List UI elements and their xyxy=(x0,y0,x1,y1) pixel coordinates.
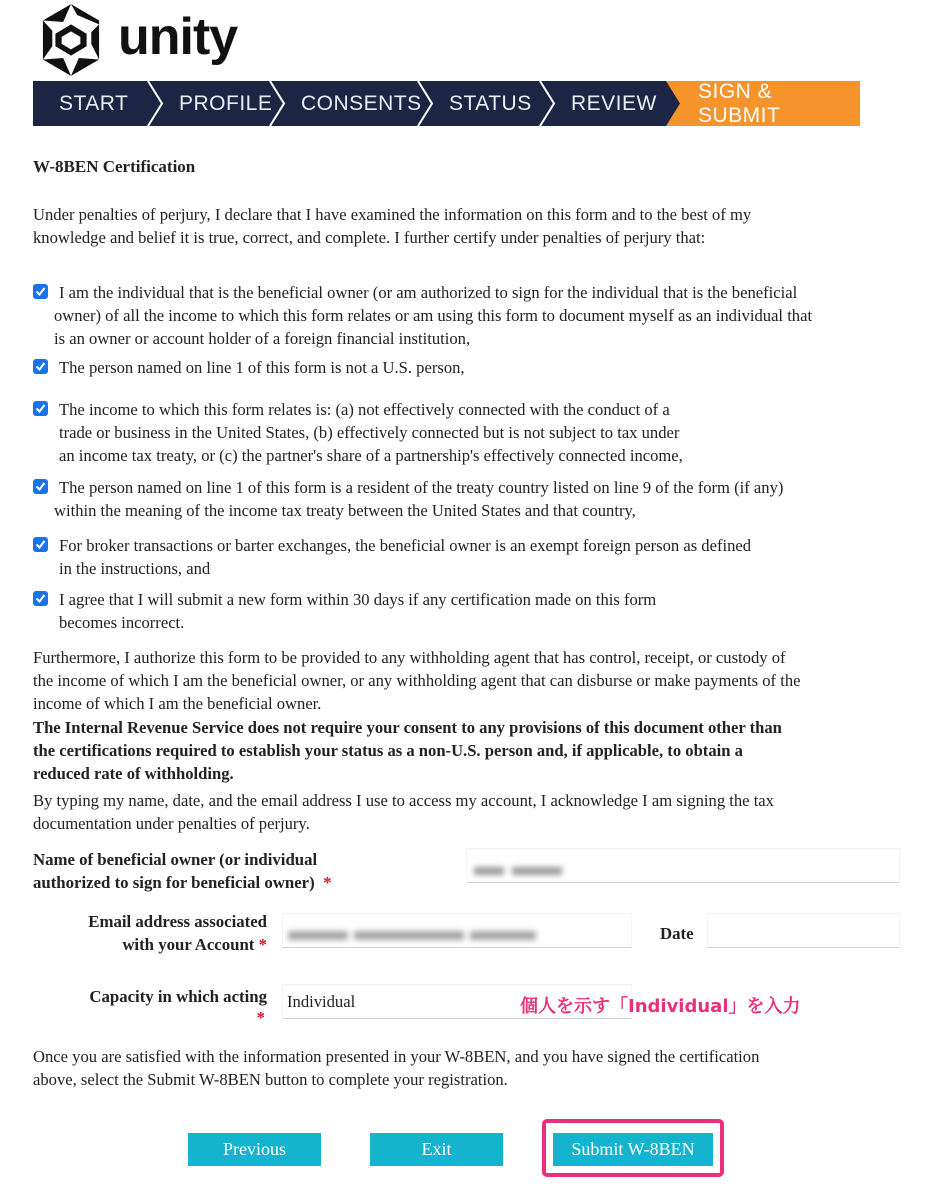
checkbox-checked[interactable] xyxy=(33,537,48,552)
step-arrow-icon xyxy=(666,81,682,126)
email-label xyxy=(33,910,267,956)
checkmark-icon xyxy=(35,286,46,297)
irs-notice xyxy=(33,716,923,785)
step-label: START xyxy=(59,91,129,115)
intro-paragraph xyxy=(33,203,923,249)
required-mark: * xyxy=(258,935,267,954)
checkbox-checked[interactable] xyxy=(33,359,48,374)
step-start[interactable] xyxy=(33,81,153,126)
chevron-right-icon xyxy=(415,81,437,126)
certification-line: I am the individual that is the beneficial owner (or am authorized to sign for the individual that is the beneficial xyxy=(59,283,798,302)
certification-line: For broker transactions or barter exchanges, the beneficial owner is an exempt foreign person as defined xyxy=(59,536,752,555)
checkbox-checked[interactable] xyxy=(33,479,48,494)
brand-name: unity xyxy=(118,8,238,66)
certification-line: an income tax treaty, or (c) the partner's share of a partnership's effectively connected income, xyxy=(59,446,683,465)
checkmark-icon xyxy=(35,593,46,604)
irs-notice-line: The Internal Revenue Service does not require your consent to any provisions of this document other than xyxy=(33,718,782,737)
checkmark-icon xyxy=(35,481,46,492)
closing-line: Once you are satisfied with the information presented in your W-8BEN, and you have signed the certification xyxy=(33,1047,760,1066)
certification-text xyxy=(59,356,465,379)
date-input[interactable] xyxy=(707,913,900,948)
certification-line: The person named on line 1 of this form is not a U.S. person, xyxy=(59,358,465,377)
checkbox-checked[interactable] xyxy=(33,284,48,299)
name-label-line: Name of beneficial owner (or individual xyxy=(33,850,318,869)
step-label: CONSENTS xyxy=(301,91,422,115)
authorization-line: the income of which I am the beneficial owner, or any withholding agent that can disburse or make payments of the xyxy=(33,671,801,690)
required-mark: * xyxy=(323,873,332,892)
unity-logo xyxy=(32,0,237,80)
certification-line: owner) of all the income to which this form relates or am using this form to document myself as an individual that xyxy=(54,306,813,325)
capacity-label xyxy=(33,985,267,1026)
signing-line: By typing my name, date, and the email address I use to access my account, I acknowledge I am signing the tax xyxy=(33,791,774,810)
certification-line: is an owner or account holder of a foreign financial institution, xyxy=(54,329,471,348)
name-label-line xyxy=(33,871,331,894)
chevron-right-icon xyxy=(267,81,289,126)
closing-line: above, select the Submit W-8BEN button to complete your registration. xyxy=(33,1070,508,1089)
email-label-line: Email address associated xyxy=(88,912,267,931)
certification-text xyxy=(59,534,751,580)
email-label-line xyxy=(33,933,267,956)
certification-line: I agree that I will submit a new form within 30 days if any certification made on this form xyxy=(59,590,657,609)
step-label: STATUS xyxy=(449,91,532,115)
certification-line: within the meaning of the income tax treaty between the United States and that country, xyxy=(54,501,636,520)
unity-cube-icon xyxy=(32,1,110,79)
certification-text xyxy=(59,398,683,467)
previous-button[interactable]: Previous xyxy=(188,1133,321,1166)
certification-text xyxy=(54,281,813,350)
intro-line: Under penalties of perjury, I declare that I have examined the information on this form and to the best of my xyxy=(33,205,752,224)
authorization-line: income of which I am the beneficial owner. xyxy=(33,694,322,713)
signing-line: documentation under penalties of perjury. xyxy=(33,814,310,833)
name-label-line-text: authorized to sign for beneficial owner) xyxy=(33,873,315,892)
email-label-line-text: with your Account xyxy=(122,935,255,954)
intro-line: knowledge and belief it is true, correct, and complete. I further certify under penalties of perjury that: xyxy=(33,228,706,247)
step-label: SIGN & SUBMIT xyxy=(698,81,781,126)
certification-text xyxy=(59,588,656,634)
checkmark-icon xyxy=(35,403,46,414)
chevron-right-icon xyxy=(145,81,167,126)
step-profile[interactable] xyxy=(153,81,275,126)
checkbox-checked[interactable] xyxy=(33,401,48,416)
exit-button[interactable]: Exit xyxy=(370,1133,503,1166)
signing-paragraph xyxy=(33,789,923,835)
irs-notice-line: reduced rate of withholding. xyxy=(33,764,234,783)
redacted-email xyxy=(288,924,538,946)
page-title: W-8BEN Certification xyxy=(33,157,196,176)
annotation-note: 個人を示す「Individual」を入力 xyxy=(520,996,801,1017)
step-review[interactable] xyxy=(545,81,666,126)
submit-w8ben-button[interactable]: Submit W-8BEN xyxy=(553,1133,713,1166)
step-label: REVIEW xyxy=(571,91,657,115)
step-sign-and-submit[interactable] xyxy=(666,81,860,126)
certification-line: becomes incorrect. xyxy=(59,613,185,632)
certification-line: The person named on line 1 of this form is a resident of the treaty country listed on line 9 of the form (if any) xyxy=(59,478,784,497)
certification-line: The income to which this form relates is: (a) not effectively connected with the conduct of a xyxy=(59,400,670,419)
irs-notice-line: the certifications required to establish your status as a non-U.S. person and, if applicable, to obtain a xyxy=(33,741,743,760)
authorization-line: Furthermore, I authorize this form to be provided to any withholding agent that has control, receipt, or custody of xyxy=(33,648,786,667)
chevron-right-icon xyxy=(537,81,559,126)
progress-steps xyxy=(33,81,860,126)
step-label: PROFILE xyxy=(179,91,273,115)
authorization-paragraph xyxy=(33,646,923,715)
redacted-name xyxy=(474,860,574,882)
step-consents[interactable] xyxy=(275,81,423,126)
checkmark-icon xyxy=(35,539,46,550)
certification-text xyxy=(54,476,784,522)
step-status[interactable] xyxy=(423,81,545,126)
closing-paragraph xyxy=(33,1045,923,1091)
date-label: Date xyxy=(660,924,694,943)
checkbox-checked[interactable] xyxy=(33,591,48,606)
required-mark: * xyxy=(256,1008,265,1027)
capacity-label-line: Capacity in which acting xyxy=(89,987,267,1006)
certification-line: in the instructions, and xyxy=(59,559,211,578)
certification-line: trade or business in the United States, (b) effectively connected but is not subject to tax under xyxy=(59,423,680,442)
checkmark-icon xyxy=(35,361,46,372)
name-label xyxy=(33,848,331,894)
